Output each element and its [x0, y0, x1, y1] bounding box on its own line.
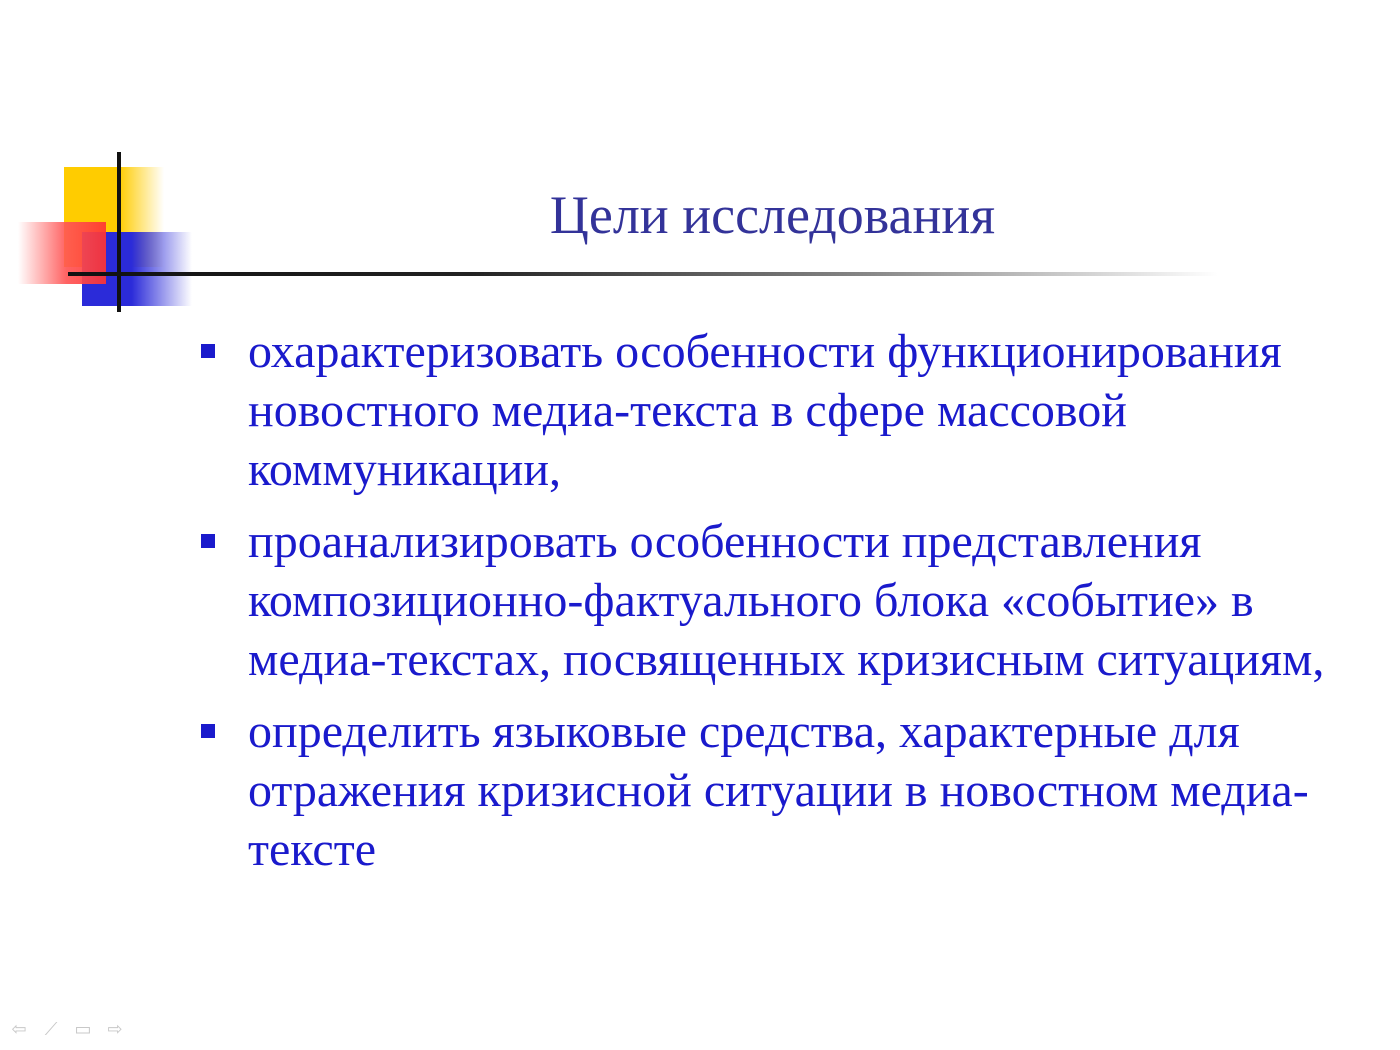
bullet-item: [195, 322, 1375, 499]
vertical-line: [117, 152, 121, 312]
arrow-right-icon[interactable]: ⇨: [107, 1018, 123, 1040]
bullet-list: [195, 322, 1375, 892]
bullet-item: [195, 702, 1375, 879]
title-underline: [68, 272, 1218, 276]
decorative-logo: [0, 0, 260, 330]
bullet-text: определить языковые средства, характерные для отражения кризисной ситуации в новостном медиа-тексте: [248, 705, 1309, 876]
slide-title: Цели исследования: [549, 185, 996, 245]
arrow-left-icon[interactable]: ⇦: [11, 1018, 27, 1040]
bullet-text: охарактеризовать особенности функционирования новостного медиа-текста в сфере массовой коммуникации,: [248, 325, 1282, 496]
bullet-text: проанализировать особенности представления композиционно-фактуального блока «событие» в медиа-текстах, посвященных кризисным ситуациям,: [248, 515, 1325, 686]
pen-icon[interactable]: ⟋: [44, 1018, 58, 1040]
square-bullet-icon: [201, 344, 215, 358]
square-bullet-icon: [201, 724, 215, 738]
square-bullet-icon: [201, 534, 215, 548]
slideshow-nav: [8, 1018, 126, 1040]
slide-menu-icon[interactable]: ▭: [74, 1018, 92, 1040]
bullet-item: [195, 512, 1375, 689]
